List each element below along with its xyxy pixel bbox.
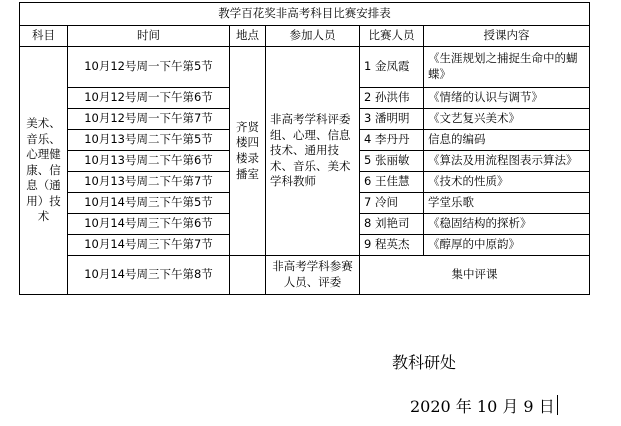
content-cell: 《文艺复兴美术》 xyxy=(424,109,590,130)
time-cell: 10月13号周二下午第6节 xyxy=(68,151,230,172)
table-row xyxy=(20,47,590,88)
header-location: 地点 xyxy=(230,26,266,47)
contestant-cell: 2 孙洪伟 xyxy=(360,88,424,109)
header-contestants: 比赛人员 xyxy=(360,26,424,47)
contestant-cell: 7 冷间 xyxy=(360,193,424,214)
table-header-row xyxy=(20,26,590,47)
content-cell: 《稳固结构的探析》 xyxy=(424,214,590,235)
text-cursor xyxy=(557,395,558,415)
time-cell: 10月14号周三下午第6节 xyxy=(68,214,230,235)
time-cell: 10月13号周二下午第5节 xyxy=(68,130,230,151)
date-line xyxy=(410,394,558,417)
time-cell: 10月14号周三下午第5节 xyxy=(68,193,230,214)
header-participants: 参加人员 xyxy=(266,26,360,47)
contestant-cell: 3 潘明明 xyxy=(360,109,424,130)
content-cell: 集中评课 xyxy=(360,256,590,295)
content-cell: 《情绪的认识与调节》 xyxy=(424,88,590,109)
date-text: 2020 年 10 月 9 日 xyxy=(410,397,555,416)
contestant-cell: 4 李丹丹 xyxy=(360,130,424,151)
content-cell: 《技术的性质》 xyxy=(424,172,590,193)
header-subject: 科目 xyxy=(20,26,68,47)
content-cell: 《醇厚的中原韵》 xyxy=(424,235,590,256)
location-cell-empty xyxy=(230,256,266,295)
time-cell: 10月12号周一下午第5节 xyxy=(68,47,230,88)
time-cell: 10月13号周二下午第7节 xyxy=(68,172,230,193)
header-content: 授课内容 xyxy=(424,26,590,47)
content-cell: 学堂乐歌 xyxy=(424,193,590,214)
contestant-cell: 8 刘艳司 xyxy=(360,214,424,235)
contestant-cell: 6 王佳慧 xyxy=(360,172,424,193)
time-cell: 10月14号周三下午第8节 xyxy=(68,256,230,295)
location-cell: 齐贤楼四楼录播室 xyxy=(230,47,266,256)
contestant-cell: 5 张丽敏 xyxy=(360,151,424,172)
contestant-cell: 9 程英杰 xyxy=(360,235,424,256)
signature: 教科研处 xyxy=(392,353,457,372)
table-row xyxy=(20,256,590,295)
participants-cell: 非高考学科参赛人员、评委 xyxy=(266,256,360,295)
participants-cell: 非高考学科评委组、心理、信息技术、通用技术、音乐、美术学科教师 xyxy=(266,47,360,256)
time-cell: 10月12号周一下午第7节 xyxy=(68,109,230,130)
contestant-cell: 1 金凤霞 xyxy=(360,47,424,88)
content-cell: 《算法及用流程图表示算法》 xyxy=(424,151,590,172)
time-cell: 10月14号周三下午第7节 xyxy=(68,235,230,256)
content-cell: 《生涯规划之捕捉生命中的蝴蝶》 xyxy=(424,47,590,88)
schedule-table xyxy=(19,2,590,295)
table-title: 教学百花奖非高考科目比赛安排表 xyxy=(20,3,590,26)
time-cell: 10月12号周一下午第6节 xyxy=(68,88,230,109)
content-cell: 信息的编码 xyxy=(424,130,590,151)
header-time: 时间 xyxy=(68,26,230,47)
subject-cell: 美术、音乐、心理健康、信息（通用）技术 xyxy=(20,47,68,295)
